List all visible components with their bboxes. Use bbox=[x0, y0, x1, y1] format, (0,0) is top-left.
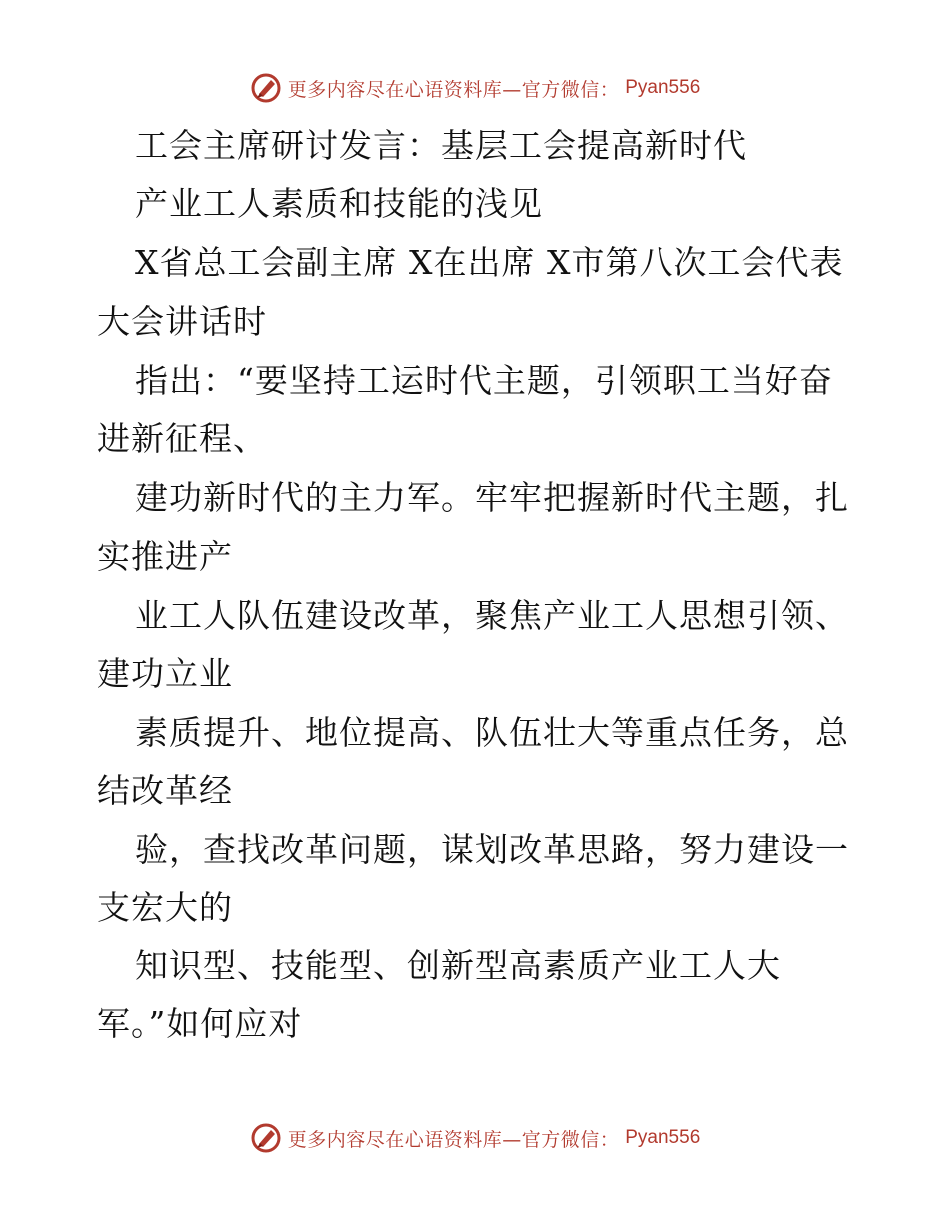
watermark-text: 更多内容尽在心语资料库—官方微信： bbox=[287, 1128, 620, 1151]
text-line: 知识型、技能型、创新型高素质产业工人大 bbox=[135, 946, 781, 985]
text-line: X省总工会副主席 X在出席 X市第八次工会代表 bbox=[135, 243, 844, 282]
watermark-text: 更多内容尽在心语资料库—官方微信： bbox=[287, 78, 620, 101]
text-line: 业工人队伍建设改革，聚焦产业工人思想引领、 bbox=[135, 596, 849, 635]
text-line: 验，查找改革问题，谋划改革思路，努力建设一 bbox=[135, 830, 849, 869]
watermark-wechat-id: Pyan556 bbox=[625, 1127, 701, 1148]
text-line: 素质提升、地位提高、队伍壮大等重点任务，总 bbox=[135, 713, 849, 752]
text-line: 支宏大的 bbox=[97, 888, 233, 927]
watermark-wechat-id: Pyan556 bbox=[625, 77, 701, 98]
text-line: 建功新时代的主力军。牢牢把握新时代主题，扎 bbox=[135, 478, 849, 517]
text-line: 指出：“要坚持工运时代主题，引领职工当好奋 bbox=[135, 361, 833, 400]
text-line: 产业工人素质和技能的浅见 bbox=[135, 184, 543, 223]
text-line: 建功立业 bbox=[97, 654, 233, 693]
header-watermark bbox=[0, 72, 950, 104]
text-line: 进新征程、 bbox=[97, 419, 267, 458]
pen-logo-icon bbox=[250, 72, 282, 104]
text-line: 大会讲话时 bbox=[97, 302, 267, 341]
text-line: 工会主席研讨发言：基层工会提高新时代 bbox=[135, 126, 747, 165]
text-line: 结改革经 bbox=[97, 771, 233, 810]
pen-logo-icon bbox=[250, 1122, 282, 1154]
footer-watermark bbox=[0, 1122, 950, 1154]
text-line: 军。”如何应对 bbox=[97, 1004, 303, 1043]
text-line: 实推进产 bbox=[97, 537, 233, 576]
